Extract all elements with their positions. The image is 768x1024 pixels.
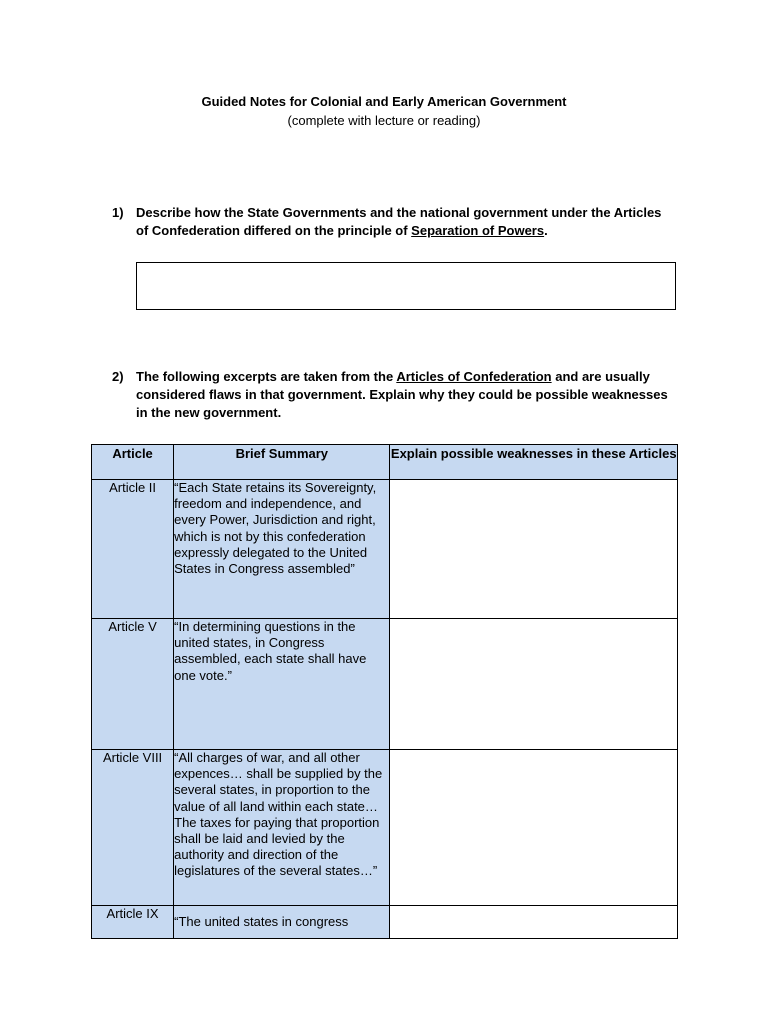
table-row [92, 480, 678, 619]
header-weaknesses: Explain possible weaknesses in these Articles [390, 445, 678, 480]
question-2 [112, 368, 672, 422]
table-row [92, 906, 678, 939]
question-1-text-before: Describe how the State Governments and the national government under the Articles of Confederation differed on the principle of [136, 205, 662, 238]
article-name: Article IX [92, 906, 174, 939]
question-1-text-after: . [544, 223, 548, 238]
question-2-underlined-term: Articles of Confederation [396, 369, 552, 384]
header-brief-summary: Brief Summary [174, 445, 390, 480]
article-summary: “The united states in congress [174, 906, 390, 939]
question-1 [112, 204, 672, 240]
question-1-underlined-term: Separation of Powers [411, 223, 545, 238]
weakness-answer-cell[interactable] [390, 750, 678, 906]
table-row [92, 750, 678, 906]
title-block [0, 92, 768, 130]
article-summary: “In determining questions in the united states, in Congress assembled, each state shall have one vote.” [174, 619, 390, 750]
articles-table [91, 444, 678, 939]
table-header-row [92, 445, 678, 480]
article-name: Article V [92, 619, 174, 750]
question-1-text [136, 204, 672, 240]
header-article: Article [92, 445, 174, 480]
page-title: Guided Notes for Colonial and Early American Government [201, 94, 567, 109]
article-summary: “Each State retains its Sovereignty, freedom and independence, and every Power, Jurisdiction and right, which is not by this confederation expressly delegated to the United States in Congress assembled” [174, 480, 390, 619]
question-2-text-before: The following excerpts are taken from the [136, 369, 397, 384]
weakness-answer-cell[interactable] [390, 619, 678, 750]
article-name: Article II [92, 480, 174, 619]
table-row [92, 619, 678, 750]
question-2-text-after: and are usually considered flaws in that government. Explain why they could be possible weaknesses in the new government. [136, 369, 668, 420]
weakness-answer-cell[interactable] [390, 906, 678, 939]
question-1-answer-box[interactable] [136, 262, 676, 310]
page-subtitle: (complete with lecture or reading) [287, 113, 481, 128]
weakness-answer-cell[interactable] [390, 480, 678, 619]
article-name: Article VIII [92, 750, 174, 906]
question-2-text [136, 368, 672, 422]
question-2-number: 2) [112, 369, 124, 384]
question-1-number: 1) [112, 205, 124, 220]
article-summary: “All charges of war, and all other expences… shall be supplied by the several states, in proportion to the value of all land within each state…The taxes for paying that proportion shall be laid and levied by the authority and direction of the legislatures of the several states…” [174, 750, 390, 906]
